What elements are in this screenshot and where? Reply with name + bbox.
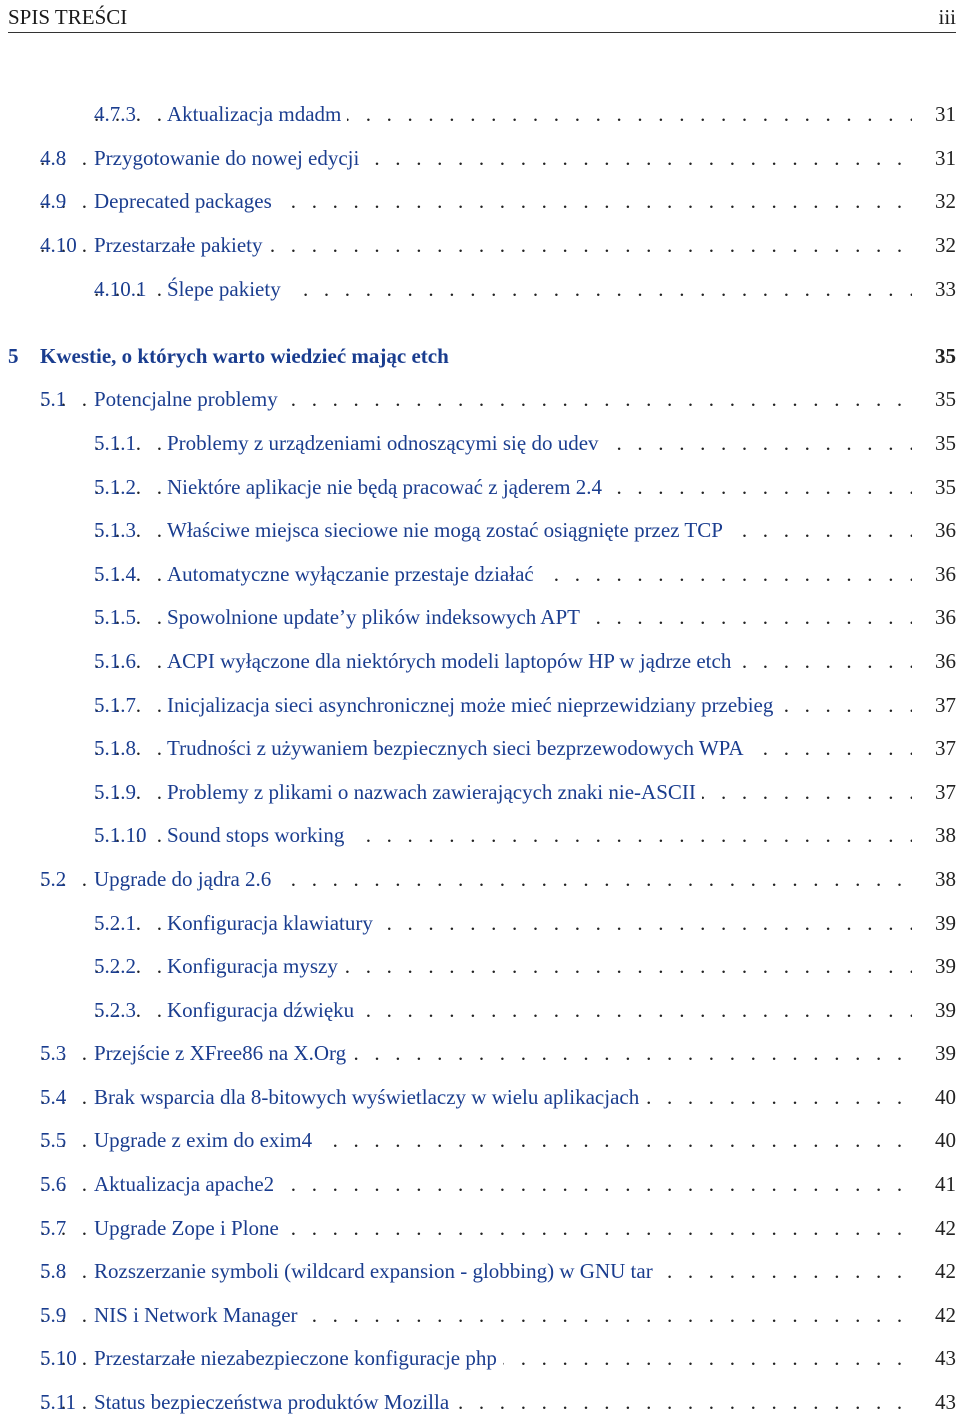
toc-entry-page[interactable]: 33: [935, 277, 956, 301]
toc-entry-number: 5.5: [40, 1128, 67, 1152]
toc-entry-number: 5.10: [40, 1346, 77, 1370]
toc-entry[interactable]: [94, 557, 956, 591]
toc-entry-number: 5.1.3: [94, 518, 136, 542]
toc-entry-page[interactable]: 36: [935, 605, 956, 629]
toc-entry[interactable]: [40, 382, 956, 416]
toc-entry[interactable]: [94, 993, 956, 1027]
toc-entry-title[interactable]: Konfiguracja dźwięku: [167, 993, 360, 1027]
toc-entry-page[interactable]: 37: [935, 780, 956, 804]
toc-entry-page[interactable]: 38: [935, 867, 956, 891]
toc-entry-number: 5.1.9: [94, 780, 136, 804]
toc-entry-title[interactable]: Niektóre aplikacje nie będą pracować z jąderem 2.4: [167, 470, 608, 504]
toc-entry-title[interactable]: Brak wsparcia dla 8-bitowych wyświetlaczy w wielu aplikacjach: [94, 1080, 645, 1114]
toc-entry-page[interactable]: 43: [935, 1390, 956, 1414]
header-title: SPIS TREŚCI: [8, 5, 128, 29]
toc-entry-page[interactable]: 39: [935, 954, 956, 978]
toc-entry-page[interactable]: 40: [935, 1085, 956, 1109]
toc-entry-title[interactable]: Automatyczne wyłączanie przestaje działać: [167, 557, 540, 591]
toc-entry-number: 5.2.2: [94, 954, 136, 978]
toc-entry-page[interactable]: 39: [935, 1041, 956, 1065]
toc-entry-title[interactable]: Problemy z plikami o nazwach zawierających znaki nie-ASCII: [167, 775, 702, 809]
toc-entry-number: 5.2: [40, 867, 67, 891]
toc-entry-page[interactable]: 41: [935, 1172, 956, 1196]
toc-entry[interactable]: [40, 1211, 956, 1245]
toc-entry-number: 5.2.3: [94, 998, 136, 1022]
toc-entry-page[interactable]: 32: [935, 233, 956, 257]
toc-entry-page[interactable]: 36: [935, 518, 956, 542]
toc-entry-number: 5.1.10: [94, 823, 147, 847]
toc-entry-number: 4.9: [40, 189, 67, 213]
toc-entry-number: 5.1.7: [94, 693, 136, 717]
toc-entry[interactable]: [40, 862, 956, 896]
toc-entry-title[interactable]: Przestarzałe niezabezpieczone konfiguracje php: [94, 1341, 503, 1375]
toc-entry-title[interactable]: Status bezpieczeństwa produktów Mozilla: [94, 1385, 455, 1419]
toc-entry-page[interactable]: 31: [935, 146, 956, 170]
toc-entry[interactable]: [94, 600, 956, 634]
toc-entry-title[interactable]: Właściwe miejsca sieciowe nie mogą zostać osiągnięte przez TCP: [167, 513, 729, 547]
toc-entry-page[interactable]: 35: [935, 475, 956, 499]
toc-entry-page[interactable]: 35: [935, 344, 956, 368]
toc-entry-title[interactable]: Potencjalne problemy: [94, 382, 284, 416]
toc-entry-number: 5.1.1: [94, 431, 136, 455]
toc-entry-title[interactable]: Konfiguracja myszy: [167, 949, 344, 983]
toc-entry[interactable]: [40, 1385, 956, 1419]
toc-entry-number: 5.9: [40, 1303, 67, 1327]
toc-entry[interactable]: [94, 272, 956, 306]
toc-entry-number: 5.1.8: [94, 736, 136, 760]
toc-entry-title[interactable]: Aktualizacja apache2: [94, 1167, 280, 1201]
toc-entry-title[interactable]: NIS i Network Manager: [94, 1298, 304, 1332]
toc-entry-page[interactable]: 42: [935, 1303, 956, 1327]
toc-entry[interactable]: [94, 513, 956, 547]
toc-entry-title[interactable]: Problemy z urządzeniami odnoszącymi się do udev: [167, 426, 605, 460]
toc-entry-number: 5.4: [40, 1085, 67, 1109]
toc-entry-number: 5: [8, 344, 19, 368]
toc-entry-number: 4.10.1: [94, 277, 147, 301]
toc-entry-number: 5.8: [40, 1259, 67, 1283]
toc-entry[interactable]: [40, 1341, 956, 1375]
toc-entry-number: 5.3: [40, 1041, 67, 1065]
toc-entry[interactable]: [40, 1036, 956, 1070]
toc-entry-number: 5.1.6: [94, 649, 136, 673]
toc-entry[interactable]: [94, 818, 956, 852]
toc-entry-page[interactable]: 42: [935, 1259, 956, 1283]
toc-entry-title[interactable]: Upgrade z exim do exim4: [94, 1123, 318, 1157]
toc-entry-title[interactable]: Przygotowanie do nowej edycji: [94, 141, 365, 175]
toc-entry[interactable]: [94, 949, 956, 983]
toc-entry-page[interactable]: 38: [935, 823, 956, 847]
toc-entry-page[interactable]: 35: [935, 431, 956, 455]
toc-entry-title[interactable]: Kwestie, o których warto wiedzieć mając etch: [40, 339, 455, 373]
toc-entry[interactable]: [94, 97, 956, 131]
toc-entry[interactable]: [40, 141, 956, 175]
toc-entry-number: 5.7: [40, 1216, 67, 1240]
toc-entry-number: 5.1.5: [94, 605, 136, 629]
toc-entry[interactable]: [94, 426, 956, 460]
toc-entry-page[interactable]: 36: [935, 562, 956, 586]
toc-entry-page[interactable]: 36: [935, 649, 956, 673]
toc-entry-title[interactable]: Inicjalizacja sieci asynchronicznej może mieć nieprzewidziany przebieg: [167, 688, 779, 722]
toc-entry-number: 5.11: [40, 1390, 76, 1414]
toc-entry-title[interactable]: Przejście z XFree86 na X.Org: [94, 1036, 352, 1070]
toc-entry-page[interactable]: 37: [935, 736, 956, 760]
toc-entry-title[interactable]: Upgrade Zope i Plone: [94, 1211, 285, 1245]
toc-entry[interactable]: [94, 688, 956, 722]
toc-entry[interactable]: [94, 470, 956, 504]
toc-entry[interactable]: [94, 731, 956, 765]
toc-entry[interactable]: [40, 1254, 956, 1288]
toc-entry-title[interactable]: Konfiguracja klawiatury: [167, 906, 379, 940]
toc-entry-title[interactable]: Trudności z używaniem bezpiecznych sieci bezprzewodowych WPA: [167, 731, 750, 765]
toc-entry[interactable]: [40, 1167, 956, 1201]
toc-entry-number: 4.10: [40, 233, 77, 257]
toc-entry[interactable]: [40, 1298, 956, 1332]
toc-entry-page[interactable]: 37: [935, 693, 956, 717]
toc-entry[interactable]: [40, 1080, 956, 1114]
toc-entry-number: 5.6: [40, 1172, 67, 1196]
toc-entry-page[interactable]: 39: [935, 998, 956, 1022]
toc-entry-page[interactable]: 40: [935, 1128, 956, 1152]
toc-entry-page[interactable]: 32: [935, 189, 956, 213]
toc-entry-page[interactable]: 39: [935, 911, 956, 935]
toc-entry-number: 5.1: [40, 387, 67, 411]
toc-entry-page[interactable]: 42: [935, 1216, 956, 1240]
toc-entry-number: 5.2.1: [94, 911, 136, 935]
toc-entry-title[interactable]: Aktualizacja mdadm: [167, 97, 347, 131]
header-page-number: iii: [938, 5, 956, 29]
toc-entry[interactable]: [8, 339, 956, 373]
toc-entry[interactable]: [94, 644, 956, 678]
toc-entry-title[interactable]: Ślepe pakiety: [167, 272, 287, 306]
toc-entry-number: 4.8: [40, 146, 67, 170]
toc-entry[interactable]: [40, 184, 956, 218]
toc-entry-number: 4.7.3: [94, 102, 136, 126]
toc-entry-page[interactable]: 43: [935, 1346, 956, 1370]
toc-entry-title[interactable]: ACPI wyłączone dla niektórych modeli laptopów HP w jądrze etch: [167, 644, 737, 678]
toc-entry-number: 5.1.2: [94, 475, 136, 499]
toc-entry-title[interactable]: Upgrade do jądra 2.6: [94, 862, 277, 896]
toc-entry[interactable]: [40, 228, 956, 262]
toc-entry-title[interactable]: Sound stops working: [167, 818, 350, 852]
toc-entry[interactable]: [40, 1123, 956, 1157]
toc-entry[interactable]: [94, 906, 956, 940]
toc-entry-page[interactable]: 31: [935, 102, 956, 126]
toc-entry-page[interactable]: 35: [935, 387, 956, 411]
toc-entry-title[interactable]: Spowolnione update’y plików indeksowych APT: [167, 600, 586, 634]
toc-entry[interactable]: [94, 775, 956, 809]
toc-entry-number: 5.1.4: [94, 562, 136, 586]
toc-entry-title[interactable]: Deprecated packages: [94, 184, 278, 218]
toc-entry-title[interactable]: Przestarzałe pakiety: [94, 228, 269, 262]
toc-entry-title[interactable]: Rozszerzanie symboli (wildcard expansion - globbing) w GNU tar: [94, 1254, 659, 1288]
